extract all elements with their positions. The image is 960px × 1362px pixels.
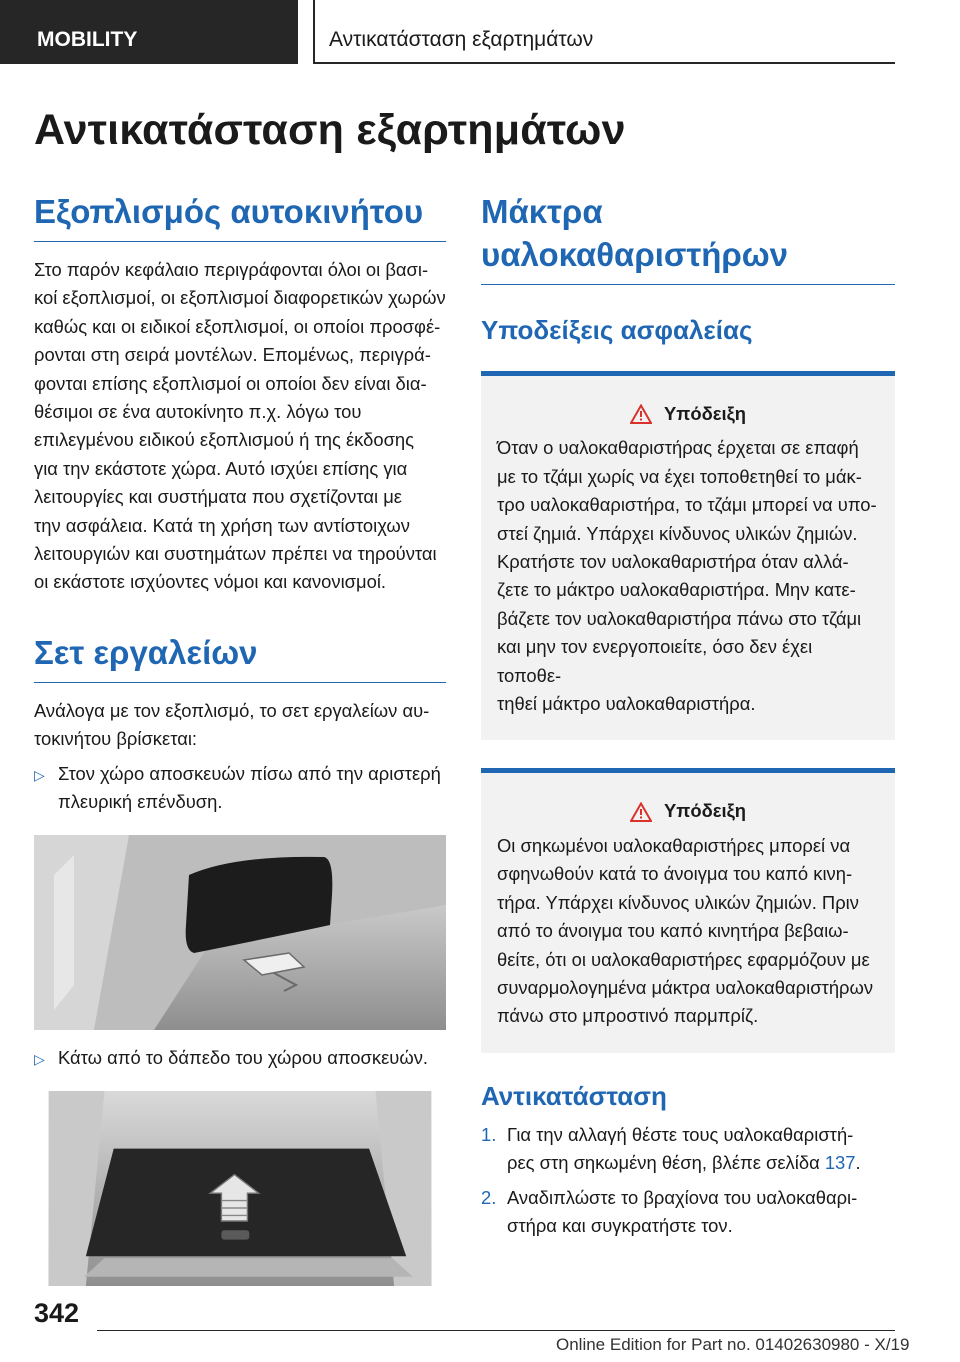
note-header (497, 797, 879, 825)
heading-line: υαλοκαθαριστήρων (481, 236, 789, 273)
text-line: θείτε, ότι οι υαλοκαθαριστήρες εφαρμόζουν με (497, 948, 870, 970)
triangle-right-icon: ▷ (34, 766, 45, 783)
text-line: τηθεί μάκτρο υαλοκαθαριστήρα. (497, 693, 756, 715)
text-line: στήρα και συγκρατήστε τον. (507, 1214, 733, 1236)
list-item (34, 1044, 446, 1073)
page-title: Αντικατάσταση εξαρτημάτων (34, 106, 626, 154)
text-line: επιλεγμένου ειδικού εξοπλισμού ή της έκδοσης (34, 429, 415, 451)
trunk-side-panel-photo (34, 835, 446, 1030)
page-header (0, 0, 960, 66)
text-line: συναρμολογημένα μάκτρα υαλοκαθαριστήρων (497, 976, 874, 998)
step-number: 1. (481, 1123, 497, 1145)
heading-replacement: Αντικατάσταση (481, 1080, 667, 1111)
left-column (34, 190, 446, 1315)
text-line (507, 1149, 861, 1177)
text-line: Κρατήστε τον υαλοκαθαριστήρα όταν αλλά‐ (497, 551, 849, 573)
list-item (481, 1184, 895, 1241)
warning-triangle-icon (630, 404, 652, 424)
text-line: Στον χώρο αποσκευών πίσω από την αριστερή (58, 762, 441, 784)
list-item (481, 1121, 895, 1178)
page-link[interactable]: 137 (824, 1152, 856, 1174)
text-line: με το τζάμι χωρίς να έχει τοποθετηθεί το μάκ‐ (497, 465, 862, 487)
text-line: λειτουργιών και συστημάτων πρέπει να τηρούνται (34, 543, 437, 565)
text-line: κοί εξοπλισμοί, οι εξοπλισμοί διαφορετικών χωρών (34, 287, 446, 309)
text-line: πάνω στο μπροστινό παρμπρίζ. (497, 1005, 759, 1027)
text-line: Κάτω από το δάπεδο του χώρου αποσκευών. (58, 1046, 429, 1068)
text-line: τοκινήτου βρίσκεται: (34, 728, 198, 750)
text-span: ρες στη σηκωμένη θέση, βλέπε σελίδα (507, 1152, 825, 1174)
text-line: πλευρική επένδυση. (58, 791, 223, 813)
text-line: Όταν ο υαλοκαθαριστήρας έρχεται σε επαφή (497, 437, 859, 459)
text-line: ρονται στη σειρά μοντέλων. Επομένως, περιγρά‐ (34, 344, 431, 366)
page-number: 342 (34, 1298, 80, 1328)
footer-edition: Online Edition for Part no. 01402630980 - X/19 (556, 1335, 910, 1354)
tool-kit-intro (34, 697, 446, 754)
text-line: τήρα. Υπάρχει κίνδυνος υλικών ζημιών. Πριν (497, 891, 859, 913)
heading-line: Μάκτρα (481, 193, 603, 230)
text-line: Ανάλογα με τον εξοπλισμό, το σετ εργαλείων αυ‐ (34, 699, 430, 721)
triangle-right-icon: ▷ (34, 1050, 45, 1067)
text-line: την ασφάλεια. Κατά τη χρήση των αντίστοιχων (34, 514, 410, 536)
text-line: Στο παρόν κεφάλαιο περιγράφονται όλοι οι βασι‐ (34, 259, 429, 280)
text-line: για την εκάστοτε χώρα. Αυτό ισχύει επίσης για (34, 457, 408, 479)
note-box (481, 371, 895, 740)
heading-tool-kit: Σετ εργαλείων (34, 631, 446, 683)
text-line: από το άνοιγμα του καπό κινητήρα βεβαιω‐ (497, 920, 849, 942)
text-line: οι εκάστοτε ισχύοντες νόμοι και κανονισμοί. (34, 571, 387, 593)
heading-vehicle-equipment: Εξοπλισμός αυτοκινήτου (34, 190, 446, 242)
equipment-paragraph (34, 256, 446, 597)
text-span: . (855, 1152, 861, 1174)
text-line: σφηνωθούν κατά το άνοιγμα του καπό κινη‐ (497, 863, 853, 885)
text-line: Για την αλλαγή θέστε τους υαλοκαθαριστή‐ (507, 1123, 854, 1145)
text-line: λειτουργίες και συστήματα που σχετίζονται με (34, 486, 403, 508)
note-box (481, 768, 895, 1052)
text-line: στεί ζημιά. Υπάρχει κίνδυνος υλικών ζημιών. (497, 522, 858, 544)
text-line: καθώς και οι ειδικοί εξοπλισμοί, οι οποίοι προσφέ‐ (34, 315, 441, 337)
text-line: βάζετε τον υαλοκαθαριστήρα πάνω στο τζάμι (497, 607, 862, 629)
heading-wiper-blades (481, 190, 895, 285)
text-line: Οι σηκωμένοι υαλοκαθαριστήρες μπορεί να (497, 834, 851, 856)
note-title: Υπόδειξη (664, 403, 746, 424)
step-number: 2. (481, 1186, 497, 1208)
section-tab: MOBILITY (0, 0, 298, 64)
trunk-floor-photo (34, 1091, 446, 1301)
chapter-title: Αντικατάσταση εξαρτημάτων (313, 0, 895, 64)
text-line: και μην τον ενεργοποιείτε, όσο δεν έχει τοποθε‐ (497, 636, 813, 686)
warning-triangle-icon (630, 802, 652, 822)
note-header (497, 400, 879, 428)
heading-safety: Υποδείξεις ασφαλείας (481, 315, 753, 345)
text-line: θέσιμοι σε ένα αυτοκίνητο π.χ. λόγω του (34, 401, 362, 423)
text-line: τρο υαλοκαθαριστήρα, το τζάμι μπορεί να υπο‐ (497, 494, 877, 516)
text-line: φονται επίσης εξοπλισμοί οι οποίοι δεν είναι δια‐ (34, 372, 427, 394)
list-item (34, 760, 446, 817)
note-title: Υπόδειξη (664, 800, 746, 822)
footer-divider (97, 1330, 895, 1331)
right-column (481, 190, 895, 1240)
text-line: Αναδιπλώστε το βραχίονα του υαλοκαθαρι‐ (507, 1186, 858, 1208)
text-line: ζετε το μάκτρο υαλοκαθαριστήρα. Μην κατε‐ (497, 579, 856, 601)
